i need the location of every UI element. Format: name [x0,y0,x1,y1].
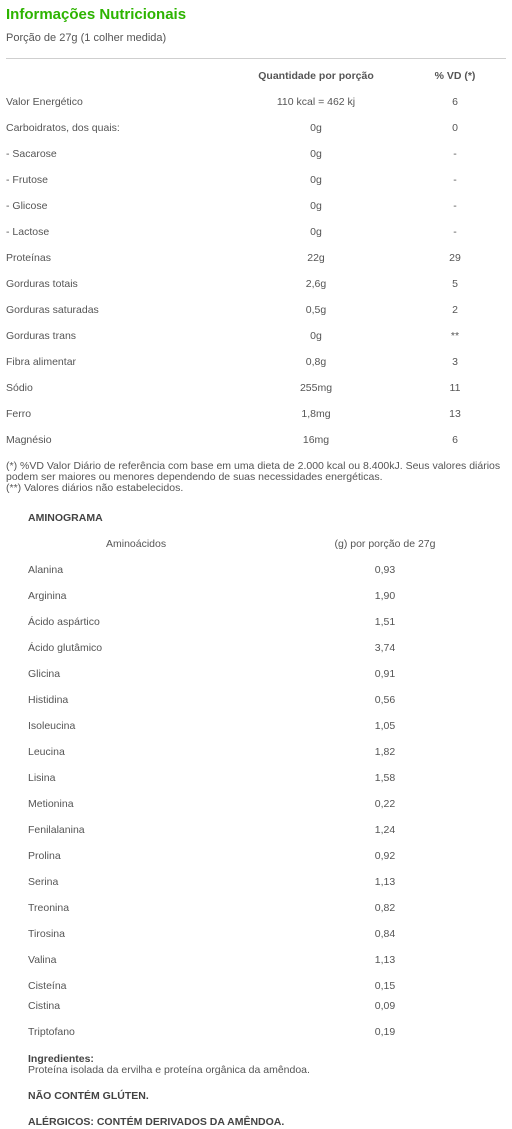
table-row [0,122,512,136]
table-row [0,434,512,448]
nutrient-quantity: 0g [310,148,322,160]
table-row [0,720,512,734]
table-row [0,1026,512,1040]
nutrient-name: - Lactose [6,226,50,238]
table-row [0,980,512,994]
nutrient-quantity: 0g [310,122,322,134]
table-row [0,824,512,838]
nutrient-vd: - [453,148,457,160]
nutrient-quantity: 2,6g [305,278,327,290]
amino-acid-grams: 0,92 [374,850,396,862]
amino-acid-grams: 0,82 [374,902,396,914]
table-row [0,330,512,344]
nutrient-name: Fibra alimentar [6,356,77,368]
column-header-quantity: Quantidade por porção [258,70,374,82]
footnote-not-established: (**) Valores diários não estabelecidos. [6,482,184,494]
nutrient-quantity: 0,5g [305,304,327,316]
amino-acid-name: Prolina [28,850,61,862]
nutrient-vd: 11 [449,382,461,394]
amino-acid-name: Histidina [28,694,69,706]
nutrient-quantity: 1,8mg [301,408,331,420]
nutrient-vd: 5 [452,278,458,290]
table-row [0,850,512,864]
nutrient-vd: - [453,174,457,186]
nutrient-vd: - [453,200,457,212]
table-row [0,304,512,318]
nutrient-name: Valor Energético [6,96,83,108]
table-row [0,252,512,266]
nutrient-quantity: 22g [307,252,325,264]
nutrient-vd: 0 [452,122,458,134]
amino-acid-grams: 1,90 [374,590,396,602]
nutrient-quantity: 0,8g [305,356,327,368]
table-row [0,96,512,110]
amino-acid-grams: 0,84 [374,928,396,940]
table-row [0,382,512,396]
divider [6,58,506,59]
table-row [0,694,512,708]
nutrient-quantity: 255mg [299,382,333,394]
amino-acid-name: Metionina [28,798,74,810]
amino-acid-grams: 1,13 [374,954,396,966]
table-row [0,902,512,916]
table-row [0,642,512,656]
amino-acid-grams: 1,58 [374,772,396,784]
table-row [0,148,512,162]
amino-acid-name: Glicina [28,668,61,680]
table-row [0,226,512,240]
nutrient-vd: 6 [452,96,458,108]
amino-acid-name: Serina [28,876,59,888]
amino-acid-name: Cisteína [28,980,67,992]
amino-acid-name: Arginina [28,590,67,602]
nutrient-vd: ** [450,330,460,342]
nutrient-quantity: 0g [310,200,322,212]
aminogram-title: AMINOGRAMA [28,512,103,524]
nutrient-vd: - [453,226,457,238]
table-row [0,174,512,188]
gluten-notice: NÃO CONTÉM GLÚTEN. [28,1090,149,1102]
nutrient-name: Sódio [6,382,33,394]
table-row [0,876,512,890]
amino-acid-name: Tirosina [28,928,65,940]
table-row [0,1000,512,1014]
table-row [0,772,512,786]
amino-acid-name: Leucina [28,746,65,758]
ingredients-label: Ingredientes: [28,1053,94,1065]
nutrient-name: - Glicose [6,200,48,212]
amino-acid-grams: 1,51 [374,616,396,628]
nutrient-name: Proteínas [6,252,51,264]
amino-acid-grams: 0,93 [374,564,396,576]
nutrient-name: Ferro [6,408,32,420]
page-title: Informações Nutricionais [6,6,187,23]
amino-acid-name: Triptofano [28,1026,75,1038]
nutrient-quantity: 110 kcal = 462 kj [276,96,356,108]
amino-acid-grams: 1,24 [374,824,396,836]
nutrient-vd: 13 [449,408,461,420]
nutrient-quantity: 0g [310,330,322,342]
nutrient-vd: 6 [452,434,458,446]
amino-acid-grams: 0,56 [374,694,396,706]
table-row [0,668,512,682]
nutrient-quantity: 0g [310,226,322,238]
nutrient-quantity: 16mg [302,434,330,446]
allergen-notice: ALÉRGICOS: CONTÉM DERIVADOS DA AMÊNDOA. [28,1116,285,1128]
amino-acid-grams: 0,15 [374,980,396,992]
nutrient-name: - Sacarose [6,148,57,160]
table-row [0,356,512,370]
table-row [0,928,512,942]
table-row [0,798,512,812]
amino-acid-grams: 0,91 [374,668,396,680]
amino-acid-name: Treonina [28,902,70,914]
ingredients-text: Proteína isolada da ervilha e proteína orgânica da amêndoa. [28,1064,310,1076]
amino-acid-name: Ácido aspártico [28,616,100,628]
nutrient-name: Gorduras trans [6,330,77,342]
amino-acid-grams: 1,13 [374,876,396,888]
column-header-amino: Aminoácidos [106,538,167,550]
amino-acid-grams: 0,19 [374,1026,396,1038]
table-row [0,200,512,214]
amino-acid-name: Ácido glutâmico [28,642,103,654]
amino-acid-grams: 1,05 [374,720,396,732]
table-row [0,746,512,760]
column-header-vd: % VD (*) [434,70,476,82]
nutrient-vd: 29 [449,252,461,264]
table-row [0,278,512,292]
nutrition-table-header [0,70,512,84]
portion-size: Porção de 27g (1 colher medida) [6,32,167,44]
amino-acid-name: Valina [28,954,57,966]
nutrient-name: Gorduras totais [6,278,78,290]
nutrient-name: Gorduras saturadas [6,304,99,316]
amino-acid-grams: 0,22 [374,798,396,810]
amino-acid-grams: 1,82 [374,746,396,758]
nutrient-name: Carboidratos, dos quais: [6,122,120,134]
amino-acid-name: Lisina [28,772,56,784]
nutrient-quantity: 0g [310,174,322,186]
column-header-grams: (g) por porção de 27g [334,538,436,550]
table-row [0,564,512,578]
aminogram-table-header [0,538,512,552]
amino-acid-name: Alanina [28,564,64,576]
amino-acid-name: Isoleucina [28,720,76,732]
nutrient-name: Magnésio [6,434,52,446]
footnote-vd: (*) %VD Valor Diário de referência com base em uma dieta de 2.000 kcal ou 8.400kJ. Seus valores diários podem ser maiores ou menores dependendo de suas necessidades energéticas. [6,460,501,483]
table-row [0,954,512,968]
nutrient-vd: 2 [452,304,458,316]
table-row [0,590,512,604]
table-row [0,616,512,630]
table-row [0,408,512,422]
amino-acid-name: Cistina [28,1000,61,1012]
amino-acid-grams: 3,74 [374,642,396,654]
nutrient-vd: 3 [452,356,458,368]
amino-acid-grams: 0,09 [374,1000,396,1012]
nutrient-name: - Frutose [6,174,49,186]
amino-acid-name: Fenilalanina [28,824,85,836]
